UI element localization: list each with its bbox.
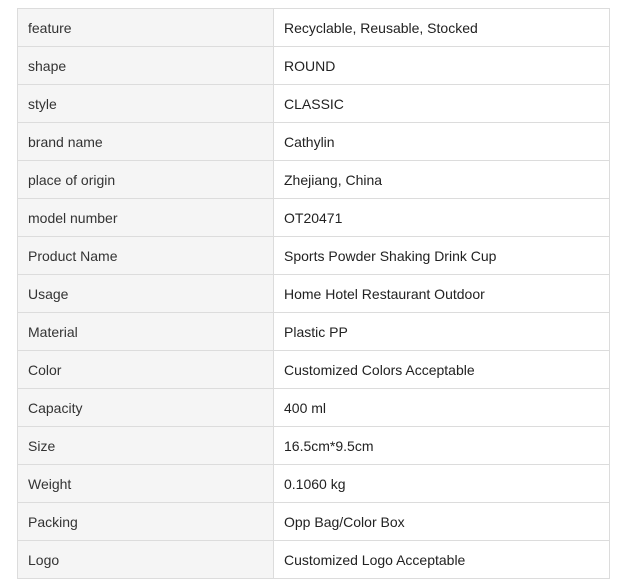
spec-value-weight: 0.1060 kg — [274, 465, 610, 503]
spec-key-style: style — [18, 85, 274, 123]
table-row — [18, 389, 610, 427]
spec-value-logo: Customized Logo Acceptable — [274, 541, 610, 579]
spec-key-capacity: Capacity — [18, 389, 274, 427]
spec-key-packing: Packing — [18, 503, 274, 541]
spec-value-brand-name: Cathylin — [274, 123, 610, 161]
spec-table-body — [18, 9, 610, 579]
table-row — [18, 275, 610, 313]
spec-key-shape: shape — [18, 47, 274, 85]
spec-key-size: Size — [18, 427, 274, 465]
product-spec-table — [17, 8, 610, 579]
spec-key-feature: feature — [18, 9, 274, 47]
table-row — [18, 199, 610, 237]
table-row — [18, 313, 610, 351]
table-row — [18, 541, 610, 579]
table-row — [18, 9, 610, 47]
spec-key-brand-name: brand name — [18, 123, 274, 161]
table-row — [18, 123, 610, 161]
table-row — [18, 503, 610, 541]
spec-value-style: CLASSIC — [274, 85, 610, 123]
spec-key-weight: Weight — [18, 465, 274, 503]
spec-key-place-of-origin: place of origin — [18, 161, 274, 199]
table-row — [18, 237, 610, 275]
spec-key-model-number: model number — [18, 199, 274, 237]
table-row — [18, 465, 610, 503]
table-row — [18, 161, 610, 199]
spec-value-color: Customized Colors Acceptable — [274, 351, 610, 389]
table-row — [18, 47, 610, 85]
spec-value-material: Plastic PP — [274, 313, 610, 351]
table-row — [18, 427, 610, 465]
table-row — [18, 351, 610, 389]
spec-value-capacity: 400 ml — [274, 389, 610, 427]
spec-key-material: Material — [18, 313, 274, 351]
spec-value-feature: Recyclable, Reusable, Stocked — [274, 9, 610, 47]
table-row — [18, 85, 610, 123]
spec-key-color: Color — [18, 351, 274, 389]
spec-key-logo: Logo — [18, 541, 274, 579]
spec-value-model-number: OT20471 — [274, 199, 610, 237]
spec-value-shape: ROUND — [274, 47, 610, 85]
spec-key-usage: Usage — [18, 275, 274, 313]
spec-value-place-of-origin: Zhejiang, China — [274, 161, 610, 199]
spec-value-usage: Home Hotel Restaurant Outdoor — [274, 275, 610, 313]
spec-value-product-name: Sports Powder Shaking Drink Cup — [274, 237, 610, 275]
spec-key-product-name: Product Name — [18, 237, 274, 275]
spec-value-packing: Opp Bag/Color Box — [274, 503, 610, 541]
spec-value-size: 16.5cm*9.5cm — [274, 427, 610, 465]
